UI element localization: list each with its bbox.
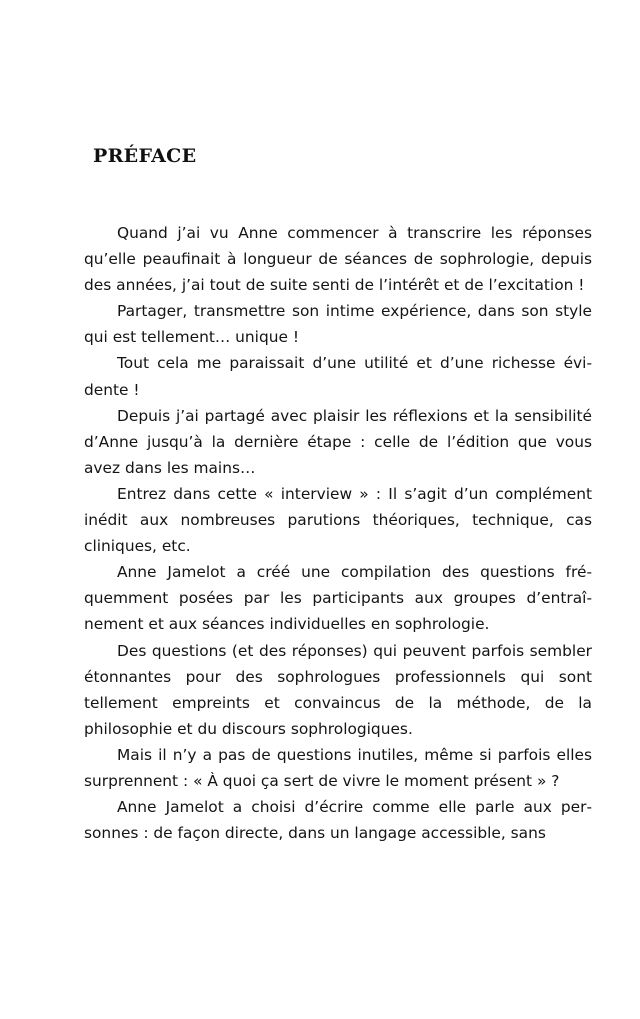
paragraph-4: Depuis j’ai partagé avec plaisir les réflexions et la sensibilité d’Anne jusqu’à la dernière étape : celle de l’édition que vous avez dans les mains… xyxy=(84,406,592,477)
paragraph-3: Tout cela me paraissait d’une utilité et d’une richesse évidente ! xyxy=(84,354,592,399)
paragraph-5: Entrez dans cette « interview » : Il s’agit d’un complément inédit aux nombreuses parutions théoriques, technique, cas cliniques, etc. xyxy=(84,484,592,556)
preface-body xyxy=(84,220,592,846)
page-title: PRÉFACE xyxy=(93,145,197,167)
paragraph-2: Partager, transmettre son intime expérience, dans son style qui est tellement… unique ! xyxy=(84,302,592,347)
paragraph-6: Anne Jamelot a créé une compilation des questions fréquemment posées par les participants aux groupes d’entraînement et aux séances individuelles en sophrologie. xyxy=(84,563,592,634)
paragraph-1: Quand j’ai vu Anne commencer à transcrire les réponses qu’elle peaufinait à longueur de séances de sophrologie, depuis des années, j’ai tout de suite senti de l’intérêt et de l’excitation ! xyxy=(84,224,592,295)
paragraph-7: Des questions (et des réponses) qui peuvent parfois sembler étonnantes pour des sophrologues professionnels qui sont tellement empreints et convaincus de la méthode, de la philosophie et du discours sophrologiques. xyxy=(84,641,592,738)
paragraph-9: Anne Jamelot a choisi d’écrire comme elle parle aux personnes : de façon directe, dans un langage accessible, sans xyxy=(84,798,592,843)
paragraph-8: Mais il n’y a pas de questions inutiles, même si parfois elles surprennent : « À quoi ça sert de vivre le moment présent » ? xyxy=(84,745,592,790)
